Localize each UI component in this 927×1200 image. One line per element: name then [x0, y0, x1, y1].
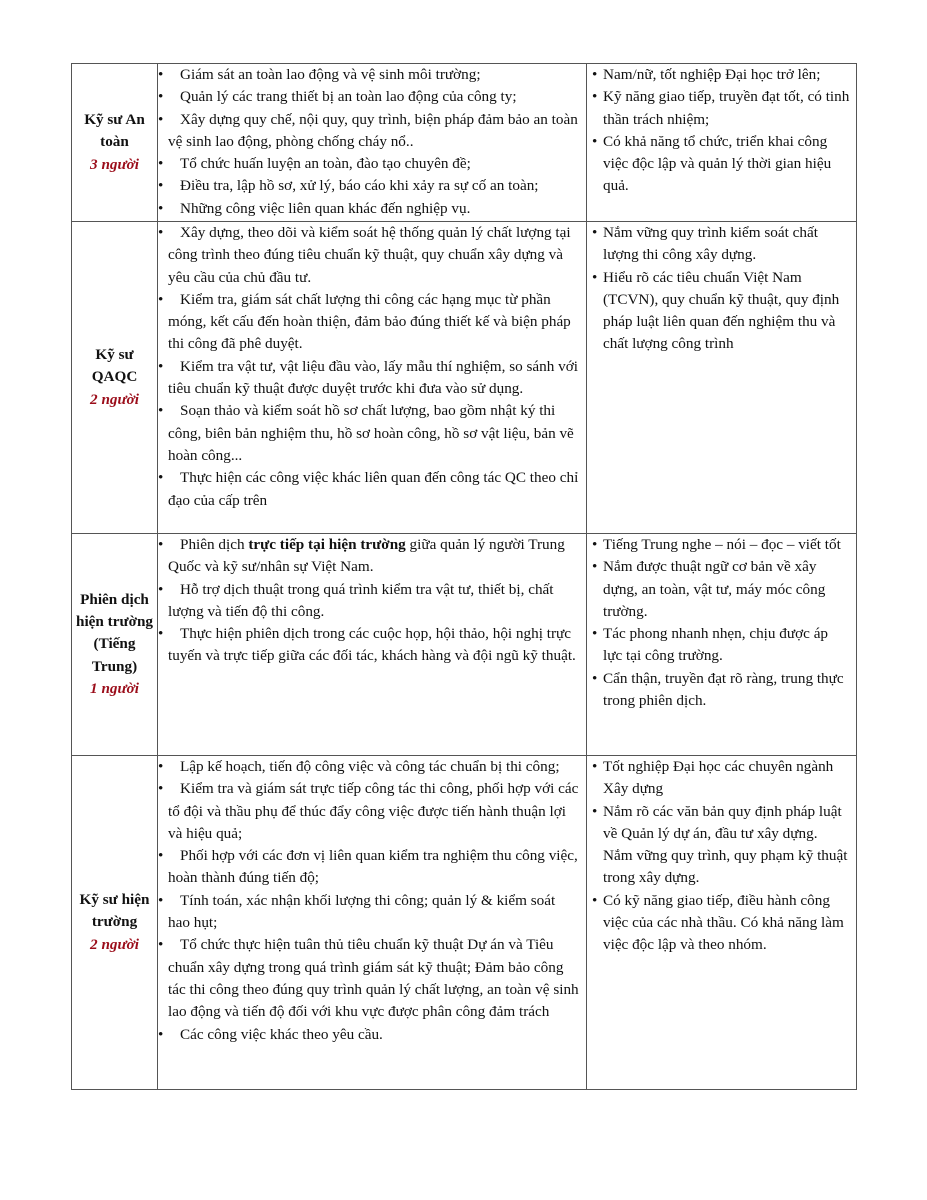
duties-list: [158, 534, 586, 668]
duties-list: [158, 222, 586, 512]
list-item: • Kiểm tra, giám sát chất lượng thi công các hạng mục từ phần móng, kết cấu đến hoàn thiện, đảm bảo đúng thiết kế và biện pháp thi công đã phê duyệt.: [168, 289, 580, 356]
table-row: [72, 534, 857, 756]
list-item: • Kỹ năng giao tiếp, truyền đạt tốt, có tinh thần trách nhiệm;: [603, 86, 850, 131]
job-positions-table: [71, 63, 857, 1090]
position-cell: [72, 222, 158, 534]
list-item: • Kiểm tra vật tư, vật liệu đầu vào, lấy mẫu thí nghiệm, so sánh với tiêu chuẩn kỹ thuật được duyệt trước khi đưa vào sử dụng.: [168, 356, 580, 401]
list-item: • Xây dựng, theo dõi và kiểm soát hệ thống quản lý chất lượng tại công trình theo đúng tiêu chuẩn kỹ thuật, quy chuẩn xây dựng và yêu cầu của chủ đầu tư.: [168, 222, 580, 289]
list-item: • Tốt nghiệp Đại học các chuyên ngành Xây dựng: [603, 756, 850, 801]
list-item: • Tiếng Trung nghe – nói – đọc – viết tốt: [603, 534, 850, 556]
position-title: Kỹ sư An toàn: [84, 111, 145, 151]
list-item: • Nắm rõ các văn bản quy định pháp luật về Quản lý dự án, đầu tư xây dựng. Nắm vững quy trình, quy phạm kỹ thuật trong xây dựng.: [603, 801, 850, 890]
list-item: • Phối hợp với các đơn vị liên quan kiểm tra nghiệm thu công việc, hoàn thành đúng tiến độ;: [168, 845, 580, 890]
requirements-cell: [587, 756, 857, 1090]
list-item: • Kiểm tra và giám sát trực tiếp công tác thi công, phối hợp với các tổ đội và thầu phụ để thúc đẩy công việc được tiến hành thuận lợi và hiệu quả;: [168, 778, 580, 845]
position-cell: [72, 64, 158, 222]
list-item: • Tổ chức thực hiện tuân thủ tiêu chuẩn kỹ thuật Dự án và Tiêu chuẩn xây dựng trong quá trình giám sát kỹ thuật; Đảm bảo công tác thi công theo đúng quy trình quản lý chất lượng, an toàn vệ sinh lao động và tiến độ đối với khu vực được phân công đảm trách: [168, 934, 580, 1023]
list-item: • Các công việc khác theo yêu cầu.: [168, 1024, 580, 1046]
list-item: • Tính toán, xác nhận khối lượng thi công; quản lý & kiểm soát hao hụt;: [168, 890, 580, 935]
duties-cell: [158, 64, 587, 222]
list-item: • Nắm vững quy trình kiểm soát chất lượng thi công xây dựng.: [603, 222, 850, 267]
duty-text: giữa quản lý người Trung Quốc và kỹ sư/nhân sự Việt Nam.: [168, 536, 565, 576]
table-row: [72, 222, 857, 534]
duty-emphasis: trực tiếp tại hiện trường: [248, 536, 406, 553]
duties-cell: [158, 756, 587, 1090]
list-item: • Tác phong nhanh nhẹn, chịu được áp lực tại công trường.: [603, 623, 850, 668]
position-title: Phiên dịch hiện trường (Tiếng Trung): [76, 590, 154, 675]
position-title: Kỹ sư QAQC: [91, 346, 138, 386]
requirements-list: [587, 64, 856, 198]
list-item: • Xây dựng quy chế, nội quy, quy trình, biện pháp đảm bảo an toàn vệ sinh lao động, phòng chống cháy nổ..: [168, 109, 580, 154]
headcount: 2 người: [90, 935, 139, 953]
list-item: • Nắm được thuật ngữ cơ bản về xây dựng, an toàn, vật tư, máy móc công trường.: [603, 556, 850, 623]
list-item: • Giám sát an toàn lao động và vệ sinh môi trường;: [168, 64, 580, 86]
list-item: • Hỗ trợ dịch thuật trong quá trình kiểm tra vật tư, thiết bị, chất lượng và tiến độ thi công.: [168, 579, 580, 624]
requirements-list: [587, 756, 856, 957]
list-item: • Cẩn thận, truyền đạt rõ ràng, trung thực trong phiên dịch.: [603, 668, 850, 713]
list-item: • Những công việc liên quan khác đến nghiệp vụ.: [168, 198, 580, 220]
list-item: • Có kỹ năng giao tiếp, điều hành công việc của các nhà thầu. Có khả năng làm việc độc lập và theo nhóm.: [603, 890, 850, 957]
duties-list: [158, 756, 586, 1046]
requirements-cell: [587, 534, 857, 756]
position-cell: [72, 756, 158, 1090]
duties-list: [158, 64, 586, 220]
requirements-list: [587, 222, 856, 356]
list-item: • Lập kế hoạch, tiến độ công việc và công tác chuẩn bị thi công;: [168, 756, 580, 778]
duty-text: Phiên dịch: [180, 536, 249, 553]
list-item: • Nam/nữ, tốt nghiệp Đại học trở lên;: [603, 64, 850, 86]
duties-cell: [158, 222, 587, 534]
requirements-cell: [587, 64, 857, 222]
table-row: [72, 64, 857, 222]
list-item: • Quản lý các trang thiết bị an toàn lao động của công ty;: [168, 86, 580, 108]
list-item: • Thực hiện phiên dịch trong các cuộc họp, hội thảo, hội nghị trực tuyến và trực tiếp giữa các đối tác, khách hàng và đội ngũ kỹ thuật.: [168, 623, 580, 668]
requirements-list: [587, 534, 856, 712]
position-title: Kỹ sư hiện trường: [79, 891, 150, 931]
list-item: • Điều tra, lập hồ sơ, xử lý, báo cáo khi xảy ra sự cố an toàn;: [168, 175, 580, 197]
headcount: 1 người: [90, 679, 139, 697]
list-item: • Soạn thảo và kiểm soát hồ sơ chất lượng, bao gồm nhật ký thi công, biên bản nghiệm thu, hồ sơ hoàn công, hồ sơ vật liệu, bản vẽ hoàn công...: [168, 400, 580, 467]
requirements-cell: [587, 222, 857, 534]
duties-cell: [158, 534, 587, 756]
list-item: [168, 534, 580, 579]
position-cell: [72, 534, 158, 756]
table-row: [72, 756, 857, 1090]
list-item: • Thực hiện các công việc khác liên quan đến công tác QC theo chỉ đạo của cấp trên: [168, 467, 580, 512]
headcount: 2 người: [90, 390, 139, 408]
headcount: 3 người: [90, 155, 139, 173]
list-item: • Có khả năng tổ chức, triển khai công việc độc lập và quản lý thời gian hiệu quả.: [603, 131, 850, 198]
list-item: • Tổ chức huấn luyện an toàn, đào tạo chuyên đề;: [168, 153, 580, 175]
list-item: • Hiểu rõ các tiêu chuẩn Việt Nam (TCVN), quy chuẩn kỹ thuật, quy định pháp luật liên quan đến nghiệm thu và chất lượng công trình: [603, 267, 850, 356]
